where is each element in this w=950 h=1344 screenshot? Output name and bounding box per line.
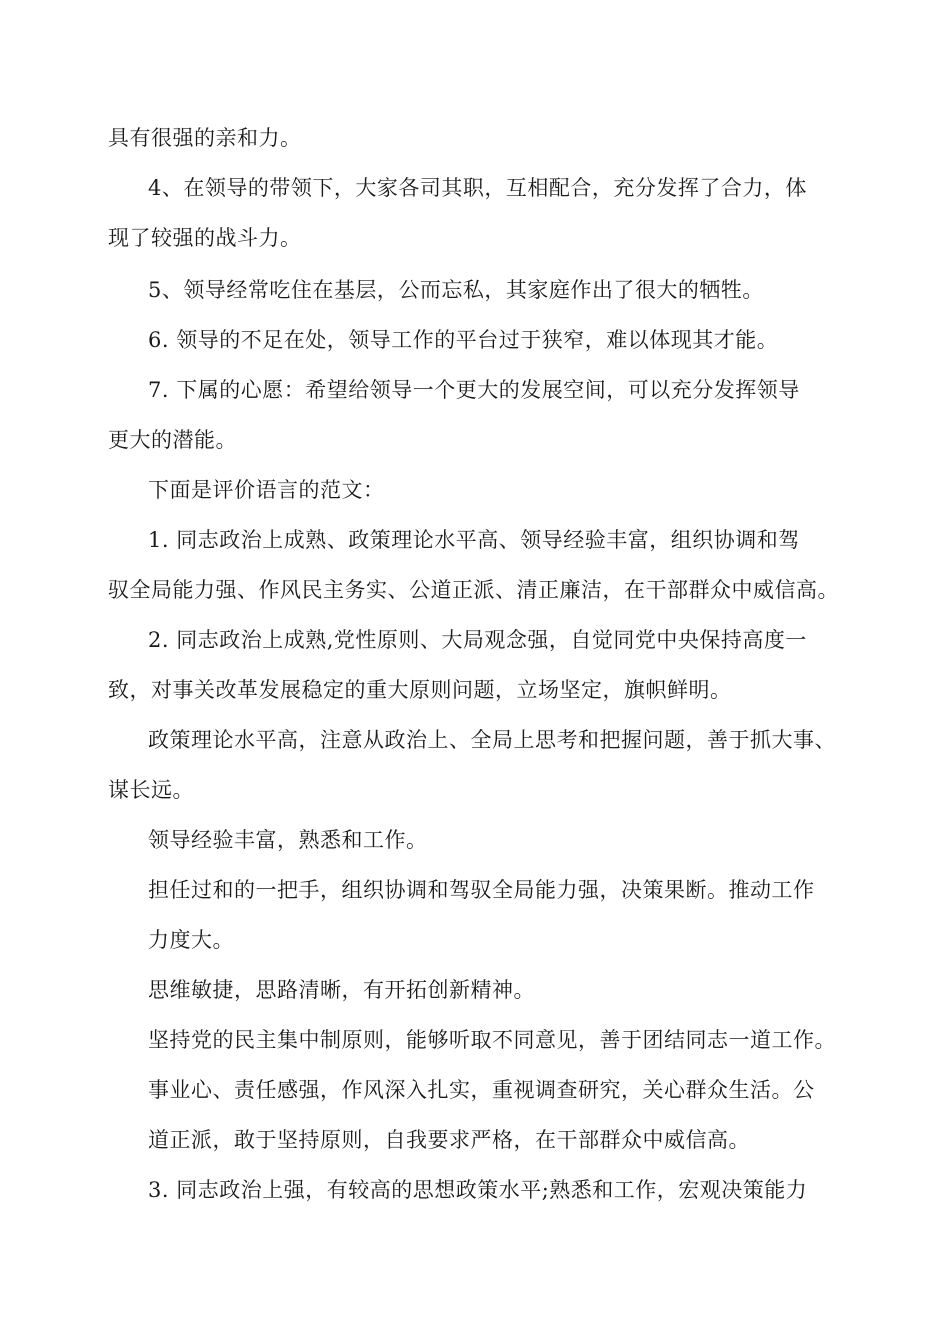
text-line: 道正派，敢于坚持原则，自我要求严格，在干部群众中威信高。	[148, 1128, 750, 1152]
text-line: 2. 同志政治上成熟,党性原则、大局观念强，自觉同党中央保持高度一	[148, 628, 807, 652]
text-line: 具有很强的亲和力。	[108, 126, 302, 150]
text-line: 3. 同志政治上强，有较高的思想政策水平;熟悉和工作，宏观决策能力	[148, 1178, 808, 1202]
text-line: 5、领导经常吃住在基层，公而忘私，其家庭作出了很大的牺牲。	[148, 278, 764, 302]
text-line: 思维敏捷，思路清晰，有开拓创新精神。	[148, 978, 535, 1002]
text-line: 坚持党的民主集中制原则，能够听取不同意见，善于团结同志一道工作。	[148, 1028, 836, 1052]
text-line: 事业心、责任感强，作风深入扎实，重视调查研究，关心群众生活。公	[148, 1078, 815, 1102]
text-line: 领导经验丰富，熟悉和工作。	[148, 828, 428, 852]
text-line: 力度大。	[148, 928, 234, 952]
text-line: 政策理论水平高，注意从政治上、全局上思考和把握问题，善于抓大事、	[148, 728, 836, 752]
text-line: 4、在领导的带领下，大家各司其职，互相配合，充分发挥了合力，体	[148, 176, 807, 200]
text-line: 1. 同志政治上成熟、政策理论水平高、领导经验丰富，组织协调和驾	[148, 528, 800, 552]
text-line: 更大的潜能。	[108, 428, 237, 452]
text-line: 现了较强的战斗力。	[108, 226, 302, 250]
text-line: 致，对事关改革发展稳定的重大原则问题，立场坚定，旗帜鲜明。	[108, 678, 732, 702]
text-line: 谋长远。	[108, 778, 194, 802]
text-line: 驭全局能力强、作风民主务实、公道正派、清正廉洁，在干部群众中威信高。	[108, 578, 839, 602]
text-line: 6. 领导的不足在处，领导工作的平台过于狭窄，难以体现其才能。	[148, 328, 779, 352]
text-line: 7. 下属的心愿：希望给领导一个更大的发展空间，可以充分发挥领导	[148, 378, 800, 402]
text-line: 下面是评价语言的范文：	[148, 478, 385, 502]
text-line: 担任过和的一把手，组织协调和驾驭全局能力强，决策果断。推动工作	[148, 878, 815, 902]
